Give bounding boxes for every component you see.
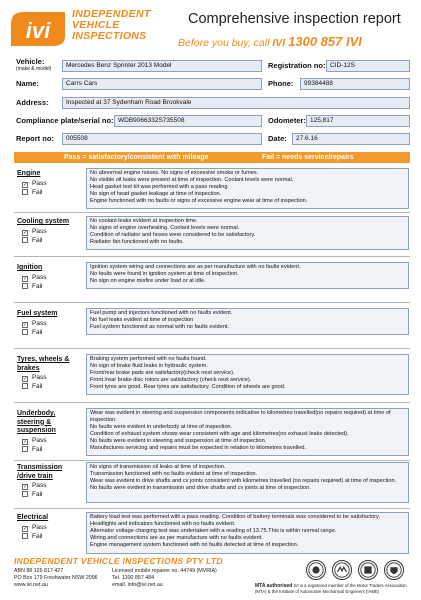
empty-checkbox-icon[interactable] bbox=[22, 491, 28, 497]
note-line: Front /rear brake disc rotors are satisfactory (check next service). bbox=[90, 377, 252, 383]
tagline-prefix: Before you buy, call bbox=[178, 37, 270, 49]
note-line: Engine functioned with no faults or signs of excessive engine wear at time of inspection. bbox=[90, 198, 308, 204]
mta-statement bbox=[255, 583, 415, 594]
vehicle-label-text: Vehicle: bbox=[16, 57, 45, 66]
section-divider bbox=[14, 302, 410, 303]
section-notes bbox=[86, 168, 409, 209]
name-row bbox=[14, 76, 410, 94]
section-left bbox=[14, 308, 84, 337]
rego-label: Registration no: bbox=[268, 61, 326, 70]
checked-checkbox-icon[interactable]: ✓ bbox=[23, 321, 28, 328]
section-title: Fuel system bbox=[17, 310, 58, 317]
footer-contact bbox=[112, 568, 217, 589]
rego-field: CID-12S bbox=[326, 60, 410, 72]
plate-label: Compliance plate/serial no: bbox=[16, 116, 114, 125]
legend-fail: Fail = needs service/repairs bbox=[262, 154, 354, 161]
note-line: Condition of exhaust system shows wear consistent with age and kilometres(no exhaust leaks detected). bbox=[90, 431, 349, 437]
fail-label: Fail bbox=[32, 236, 43, 244]
note-line: No sign of brake fluid leaks in hydraulic system. bbox=[90, 363, 208, 369]
checked-checkbox-icon[interactable]: ✓ bbox=[23, 484, 28, 490]
section-title: Ignition bbox=[17, 264, 43, 271]
checked-checkbox-icon[interactable]: ✓ bbox=[23, 525, 28, 532]
fail-label: Fail bbox=[32, 188, 43, 196]
note-line: No signs of transmission oil leaks at time of inspection. bbox=[90, 464, 226, 470]
footer-company: INDEPENDENT VEHICLE INSPECTIONS PTY LTD bbox=[14, 556, 223, 566]
section-left bbox=[14, 262, 84, 291]
section-left bbox=[14, 462, 84, 499]
section-transmission bbox=[14, 462, 410, 504]
brand-name bbox=[72, 9, 182, 42]
mta-bold: MTA authorised bbox=[255, 583, 293, 589]
empty-checkbox-icon[interactable] bbox=[22, 533, 28, 539]
note-line: Wear was evident in drive shafts and cv joints consistent with kilometres travelled (no repairs required) at time of inspection. bbox=[90, 478, 397, 484]
brand-line-1: INDEPENDENT bbox=[72, 8, 151, 20]
fail-option[interactable] bbox=[14, 282, 84, 291]
checked-checkbox-icon[interactable]: ✓ bbox=[23, 275, 28, 282]
section-title: Engine bbox=[17, 170, 41, 177]
section-title: Tyres, wheels & brakes bbox=[17, 356, 70, 372]
note-line: Transmission functioned with no faults evident at time of inspection. bbox=[90, 471, 258, 477]
footer-email-link[interactable]: email. info@ivi.net.au bbox=[112, 582, 163, 588]
section-left bbox=[14, 168, 84, 197]
note-line: No sign of head gasket leakage at time of inspection. bbox=[90, 191, 222, 197]
tagline-phone: 1300 857 IVI bbox=[288, 34, 362, 49]
section-cooling bbox=[14, 216, 410, 252]
fail-option[interactable] bbox=[14, 188, 84, 197]
section-divider bbox=[14, 212, 410, 213]
section-left bbox=[14, 408, 84, 454]
brand-line-3: INSPECTIONS bbox=[72, 30, 147, 42]
footer-licence: Licensed mobile repairer no. 44749 (MVRIA) bbox=[112, 568, 217, 574]
note-line: No faults were found in ignition system at time of inspection. bbox=[90, 271, 239, 277]
logo-text: ivi bbox=[25, 18, 51, 43]
section-divider bbox=[14, 460, 410, 461]
report-header bbox=[0, 0, 421, 52]
vehicle-label bbox=[16, 58, 51, 72]
fail-label: Fail bbox=[32, 282, 43, 290]
pass-label: Pass bbox=[32, 374, 47, 381]
name-label: Name: bbox=[16, 79, 39, 88]
fail-option[interactable] bbox=[14, 490, 84, 499]
fail-option[interactable] bbox=[14, 445, 84, 454]
section-title: Cooling system bbox=[17, 218, 70, 225]
section-notes bbox=[86, 308, 409, 335]
section-left bbox=[14, 216, 84, 245]
section-notes bbox=[86, 216, 409, 250]
empty-checkbox-icon[interactable] bbox=[22, 189, 28, 195]
section-tyres bbox=[14, 354, 410, 398]
note-line: Condition of radiator and hoses were considered to be satisfactory. bbox=[90, 232, 256, 238]
note-line: No fuel leaks evident at time of inspection bbox=[90, 317, 194, 323]
checked-checkbox-icon[interactable]: ✓ bbox=[23, 376, 28, 382]
footer bbox=[0, 556, 421, 600]
section-ignition bbox=[14, 262, 410, 298]
pass-option[interactable] bbox=[14, 436, 84, 445]
phone-label: Phone: bbox=[268, 79, 294, 88]
section-divider bbox=[14, 256, 410, 257]
accreditation-seal-icon bbox=[306, 560, 326, 580]
note-line: No abnormal engine noises. No signs of excessive smoke or fumes. bbox=[90, 170, 259, 176]
phone-field: 99384488 bbox=[300, 78, 410, 90]
section-title: Electrical bbox=[17, 514, 49, 521]
note-line: No sign on engine misfire under load or at idle. bbox=[90, 278, 206, 284]
name-field: Carrs Cars bbox=[62, 78, 262, 90]
checked-checkbox-icon[interactable]: ✓ bbox=[23, 229, 28, 236]
empty-checkbox-icon[interactable] bbox=[22, 383, 28, 389]
fail-option[interactable] bbox=[14, 532, 84, 541]
section-title: Underbody, steering & suspension bbox=[17, 410, 56, 434]
empty-checkbox-icon[interactable] bbox=[22, 329, 28, 335]
address-field: Inspected at 37 Sydenham Road Brookvale bbox=[62, 97, 410, 109]
empty-checkbox-icon[interactable] bbox=[22, 283, 28, 289]
fail-label: Fail bbox=[32, 383, 43, 390]
section-left bbox=[14, 512, 84, 541]
fail-label: Fail bbox=[32, 491, 43, 498]
odometer-field: 125,817 bbox=[306, 115, 410, 127]
note-line: Alternator voltage charging test was undertaken with a reading of 13.75.This is within normal range. bbox=[90, 528, 337, 534]
note-line: Ignition system wiring and connections are as per manufacture with no faults evident. bbox=[90, 264, 301, 270]
empty-checkbox-icon[interactable] bbox=[22, 237, 28, 243]
section-notes bbox=[86, 262, 409, 289]
pass-label: Pass bbox=[32, 227, 47, 235]
brand-line-2: VEHICLE bbox=[72, 19, 120, 31]
section-notes bbox=[86, 408, 409, 456]
ivi-logo-icon bbox=[9, 10, 67, 48]
accreditation-badges bbox=[278, 560, 412, 582]
pass-label: Pass bbox=[32, 319, 47, 327]
plate-field: WDB9066332S735508 bbox=[114, 115, 262, 127]
pass-option[interactable] bbox=[14, 227, 84, 236]
note-line: Battery load test was performed with a pass reading. Condition of battery terminals was considered to be satisfactory. Headlights and indicators functioned with no faults evident. bbox=[90, 514, 380, 527]
fail-option[interactable] bbox=[14, 328, 84, 337]
section-electrical bbox=[14, 512, 410, 554]
date-field: 27.6.16 bbox=[292, 133, 410, 145]
legend-pass: Pass = satisfactory/consistent with mileage bbox=[64, 154, 209, 161]
note-line: Head gasket test kit was performed with a pass reading. bbox=[90, 184, 229, 190]
section-left bbox=[14, 354, 84, 391]
pass-label: Pass bbox=[32, 436, 47, 444]
report-no-label: Report no: bbox=[16, 134, 54, 143]
plate-row bbox=[14, 112, 410, 130]
odometer-label: Odometer: bbox=[268, 116, 306, 125]
vehicle-field: Mercedes Benz Sprinter 2013 Model bbox=[62, 60, 262, 72]
note-line: No faults were evident in transmission and drive shafts and cv joints at time of inspection. bbox=[90, 485, 311, 491]
tagline bbox=[178, 34, 362, 49]
section-notes bbox=[86, 512, 409, 554]
note-line: No signs of engine overheating. Coolant levels were normal. bbox=[90, 225, 240, 231]
fail-label: Fail bbox=[32, 445, 43, 453]
note-line: Braking system performed with no faults found. bbox=[90, 356, 207, 362]
pass-option[interactable] bbox=[14, 319, 84, 328]
note-line: Fuel system functioned as normal with no faults evident. bbox=[90, 324, 229, 330]
report-row bbox=[14, 130, 410, 148]
fail-label: Fail bbox=[32, 532, 43, 540]
note-line: Engine management system functioned with no faults detected at time of inspection. bbox=[90, 542, 299, 548]
note-line: Front/rear brake pads are satisfactory(check next service). bbox=[90, 370, 235, 376]
pass-label: Pass bbox=[32, 273, 47, 281]
note-line: Radiator fan functioned with no faults. bbox=[90, 239, 184, 245]
iame-logo-icon bbox=[358, 560, 378, 580]
section-divider bbox=[14, 348, 410, 349]
pass-label: Pass bbox=[32, 523, 47, 531]
note-line: Fuel pump and injectors functioned with no faults evident. bbox=[90, 310, 233, 316]
footer-web-link[interactable]: www.ivi.net.au bbox=[14, 582, 48, 588]
pass-option[interactable] bbox=[14, 481, 84, 490]
section-notes bbox=[86, 354, 409, 395]
vehicle-sublabel: (make & model) bbox=[16, 66, 52, 72]
pass-label: Pass bbox=[32, 179, 47, 187]
checked-checkbox-icon[interactable]: ✓ bbox=[23, 438, 28, 445]
section-engine bbox=[14, 168, 410, 210]
fail-label: Fail bbox=[32, 328, 43, 336]
section-title: Transmission /drive train bbox=[17, 464, 63, 480]
section-divider bbox=[14, 402, 410, 403]
pass-option[interactable] bbox=[14, 179, 84, 188]
footer-tel: Tel. 1300 857 484 bbox=[112, 575, 155, 581]
footer-address bbox=[14, 568, 98, 589]
address-row bbox=[14, 94, 410, 112]
pass-option[interactable] bbox=[14, 373, 84, 382]
note-line: No faults were evident in underbody at time of inspection. bbox=[90, 424, 233, 430]
mta-logo-icon bbox=[332, 560, 352, 580]
empty-checkbox-icon[interactable] bbox=[22, 446, 28, 452]
fail-option[interactable] bbox=[14, 236, 84, 245]
footer-po-box: PO Box 179 Freshwater NSW 2096 bbox=[14, 575, 98, 581]
note-line: Front tyres are good. Rear tyres are satisfactory. Condition of wheels are good. bbox=[90, 384, 286, 390]
report-title: Comprehensive inspection report bbox=[188, 11, 401, 27]
note-line: No visible oil leaks were present at time of inspection. Coolant levels were normal. bbox=[90, 177, 294, 183]
note-line: No coolant leaks evident at inspection time. bbox=[90, 218, 198, 224]
note-line: Wiring and connections are as per manufacture with no faults evident. bbox=[90, 535, 263, 541]
vehicle-row bbox=[14, 57, 410, 76]
note-line: Manufactures servicing and repairs must be expected in relation to kilometres travelled. bbox=[90, 445, 307, 451]
mta-text: IVI is a registered member of the Motor Traders Association (MTA) & the Institute of Automotive Mechanical Engineers (IAME) bbox=[255, 583, 407, 595]
pass-option[interactable] bbox=[14, 273, 84, 282]
report-no-field: 005508 bbox=[62, 133, 262, 145]
section-fuel bbox=[14, 308, 410, 344]
checked-checkbox-icon[interactable]: ✓ bbox=[23, 181, 28, 188]
note-line: No faults were evident in steering and suspension at time of inspection. bbox=[90, 438, 267, 444]
state-crest-icon bbox=[384, 560, 404, 580]
tagline-brand: IVI bbox=[272, 37, 286, 49]
note-line: Wear was evident in steering and suspension components indicative to kilometres travelled(no repairs required) at time of inspection. bbox=[90, 410, 391, 423]
date-label: Date: bbox=[268, 134, 287, 143]
vehicle-info bbox=[14, 57, 410, 148]
section-underbody bbox=[14, 408, 410, 456]
section-notes bbox=[86, 462, 409, 503]
pass-option[interactable] bbox=[14, 523, 84, 532]
address-label: Address: bbox=[16, 98, 49, 107]
section-divider bbox=[14, 508, 410, 509]
legend-bar bbox=[14, 152, 410, 163]
footer-abn: ABN 88 126 817 427 bbox=[14, 568, 64, 574]
pass-label: Pass bbox=[32, 482, 47, 489]
fail-option[interactable] bbox=[14, 382, 84, 391]
